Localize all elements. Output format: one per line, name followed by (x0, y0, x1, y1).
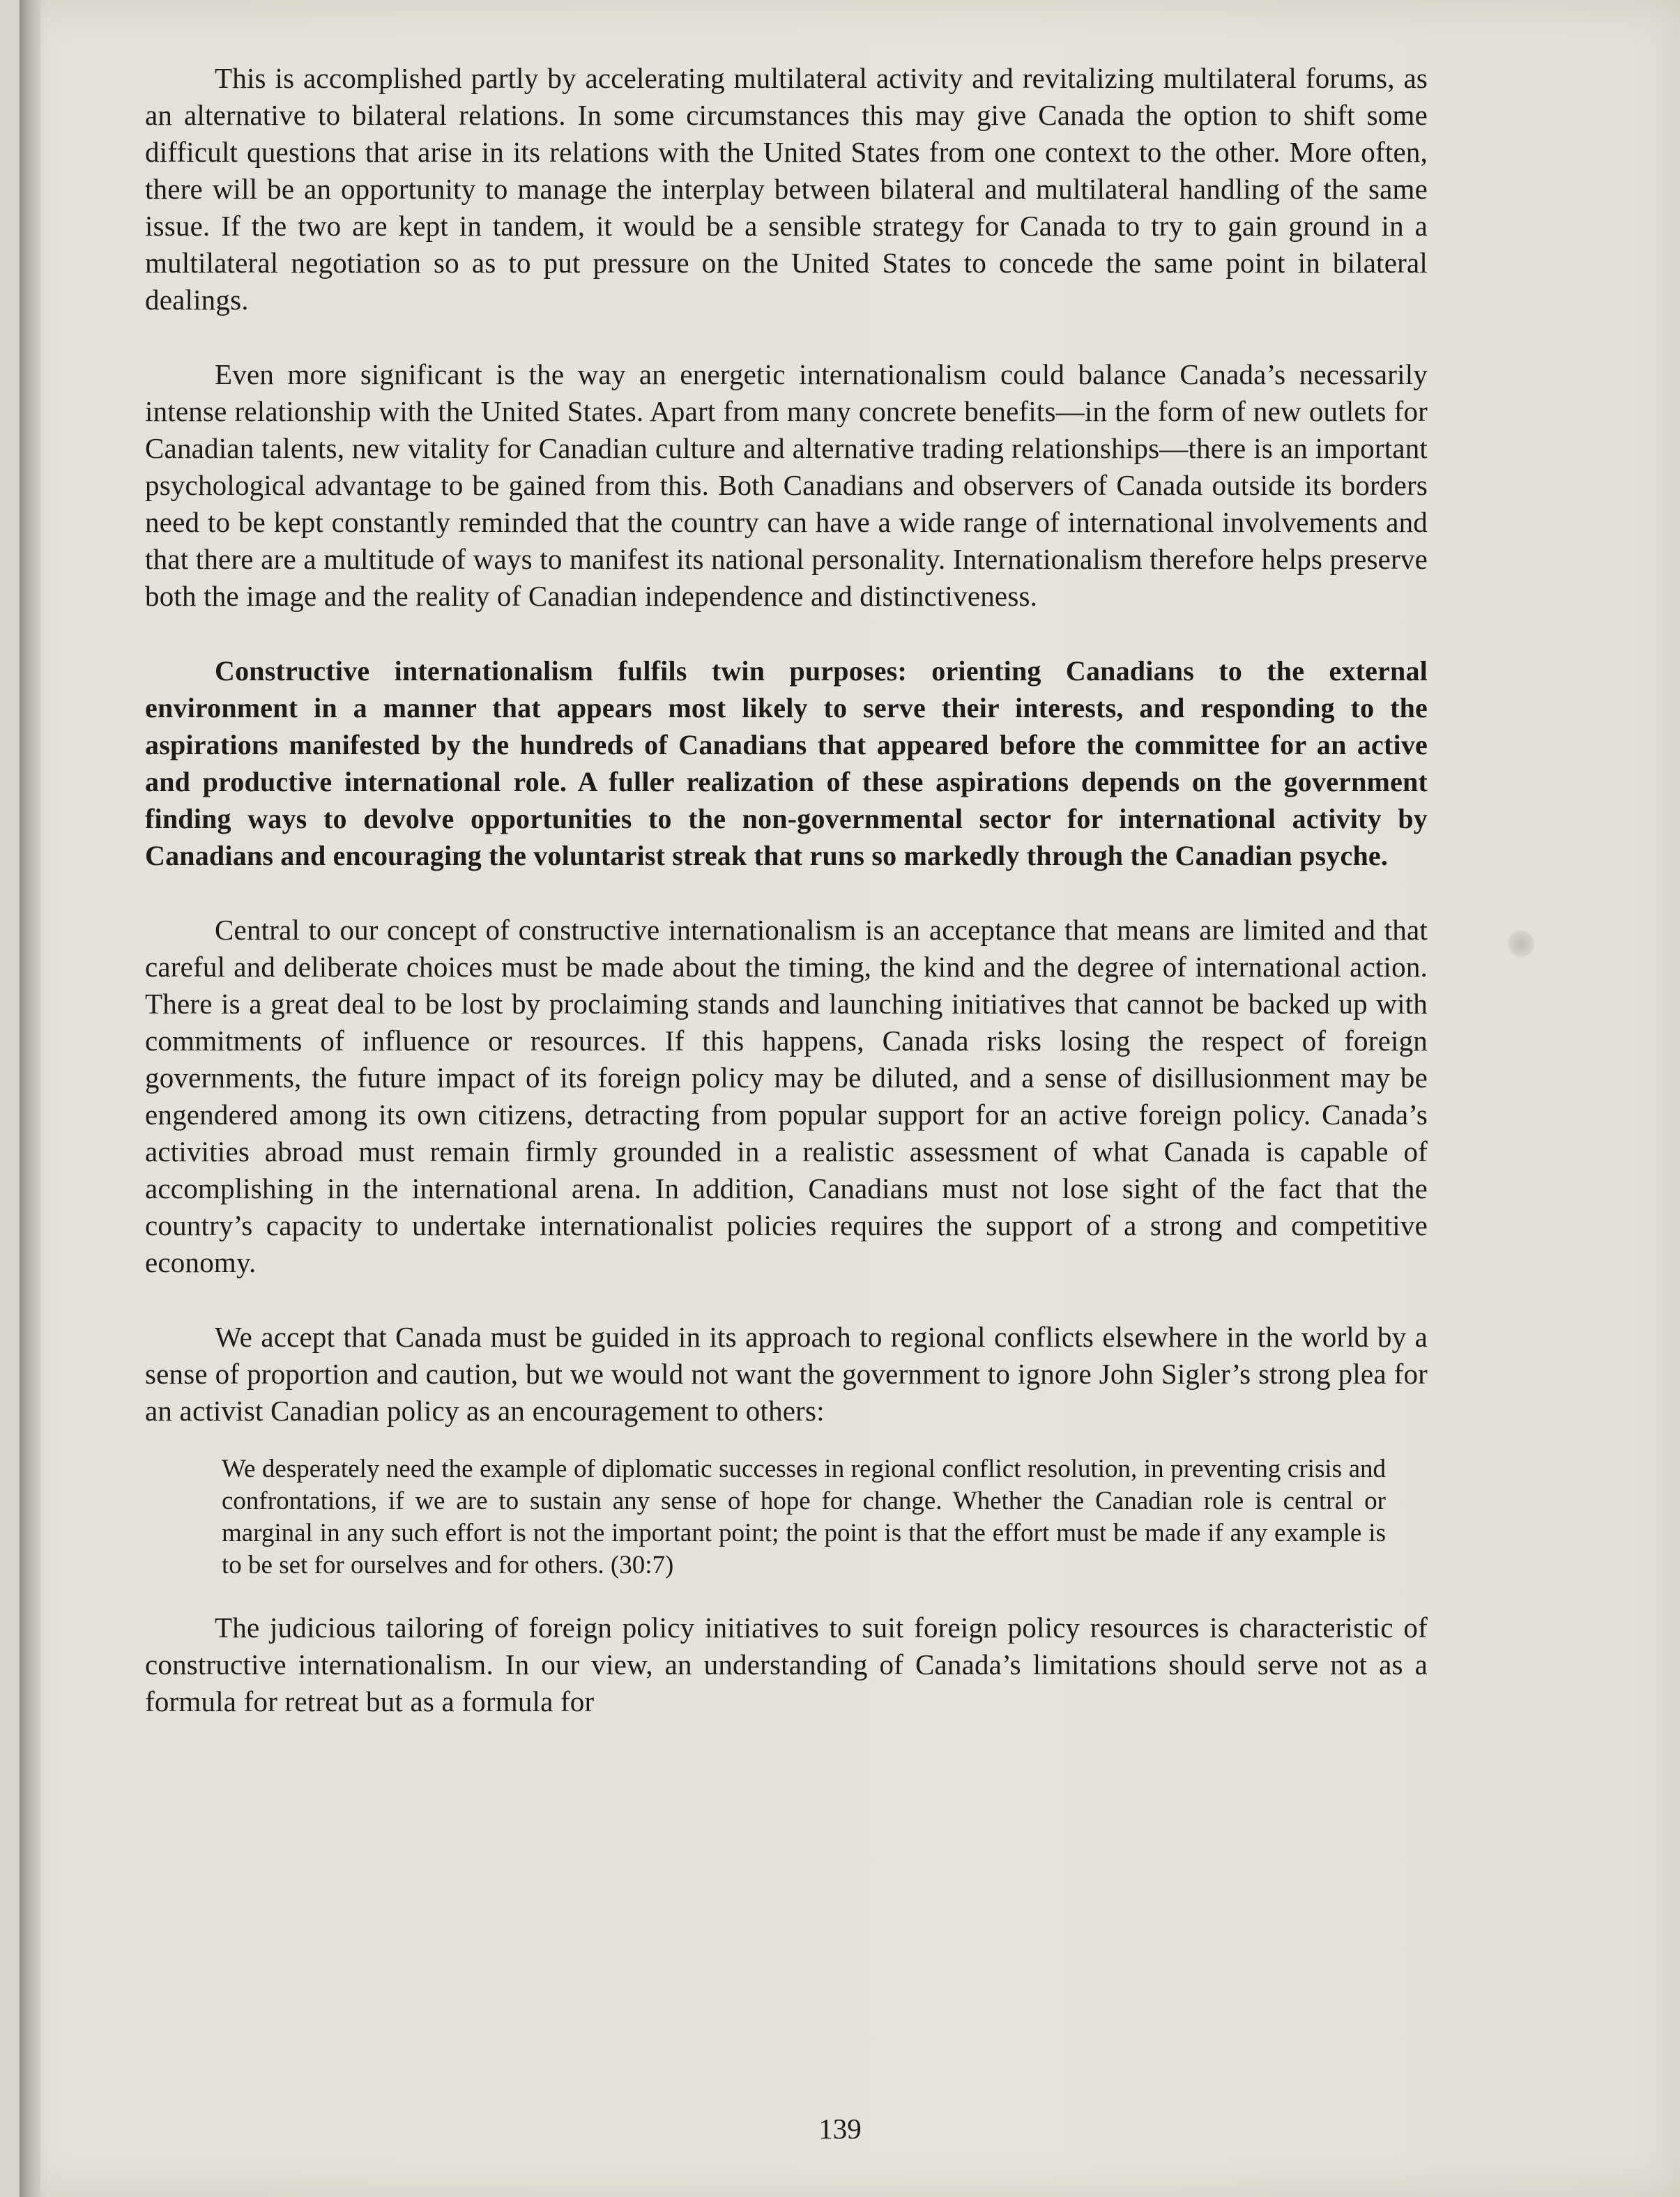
book-spine-shadow (20, 0, 40, 2197)
paper-smudge (1508, 931, 1534, 957)
paragraph-constructive-internationalism-summary: Constructive internationalism fulfils twin purposes: orienting Canadians to the external environment in a manner that appears most likely to serve their interests, and responding to the aspirations manifested by the hundreds of Canadians that appeared before the committee for an active and productive international role. A fuller realization of these aspirations depends on the government finding ways to devolve opportunities to the non-governmental sector for international activity by Canadians and encouraging the voluntarist streak that runs so markedly through the Canadian psyche. (145, 655, 1428, 871)
paragraph-energetic-internationalism: Even more significant is the way an energetic internationalism could balance Canada’s necessarily intense relationship with the United States. Apart from many concrete benefits—in the form of new outlets for Canadian talents, new vitality for Canadian culture and alternative trading relationships—there is an important psychological advantage to be gained from this. Both Canadians and observers of Canada outside its borders need to be kept constantly reminded that the country can have a wide range of international involvements and that there are a multitude of ways to manifest its national personality. Internationalism therefore helps preserve both the image and the reality of Canadian independence and distinctiveness. (145, 358, 1428, 612)
body-text (145, 60, 1428, 1758)
paragraph-regional-conflicts: We accept that Canada must be guided in its approach to regional conflicts elsewhere in the world by a sense of proportion and caution, but we would not want the government to ignore John Sigler’s strong plea for an activist Canadian policy as an encouragement to others: (145, 1321, 1428, 1427)
document-page (20, 0, 1680, 2197)
paragraph-multilateral-forums: This is accomplished partly by accelerating multilateral activity and revitalizing multilateral forums, as an alternative to bilateral relations. In some circumstances this may give Canada the option to shift some difficult questions that arise in its relations with the United States from one context to the other. More often, there will be an opportunity to manage the interplay between bilateral and multilateral handling of the same issue. If the two are kept in tandem, it would be a sensible strategy for Canada to try to gain ground in a multilateral negotiation so as to put pressure on the United States to concede the same point in bilateral dealings. (145, 62, 1428, 316)
page-number: 139 (818, 2113, 862, 2145)
block-quote-sigler: We desperately need the example of diplomatic successes in regional conflict resolution, in preventing crisis and confrontations, if we are to sustain any sense of hope for change. Whether the Canadian role is central or marginal in any such effort is not the important point; the point is that the effort must be made if any example is to be set for ourselves and for others. (30:7) (222, 1455, 1386, 1579)
paragraph-judicious-tailoring: The judicious tailoring of foreign policy initiatives to suit foreign policy resources is characteristic of constructive internationalism. In our view, an understanding of Canada’s limitations should serve not as a formula for retreat but as a formula for (145, 1612, 1428, 1717)
paragraph-means-are-limited: Central to our concept of constructive internationalism is an acceptance that means are limited and that careful and deliberate choices must be made about the timing, the kind and the degree of international action. There is a great deal to be lost by proclaiming stands and launching initiatives that cannot be backed up with commitments of influence or resources. If this happens, Canada risks losing the respect of foreign governments, the future impact of its foreign policy may be diluted, and a sense of disillusionment may be engendered among its own citizens, detracting from popular support for an active foreign policy. Canada’s activities abroad must remain firmly grounded in a realistic assessment of what Canada is capable of accomplishing in the international arena. In addition, Canadians must not lose sight of the fact that the country’s capacity to undertake internationalist policies requires the support of a strong and competitive economy. (145, 914, 1428, 1278)
